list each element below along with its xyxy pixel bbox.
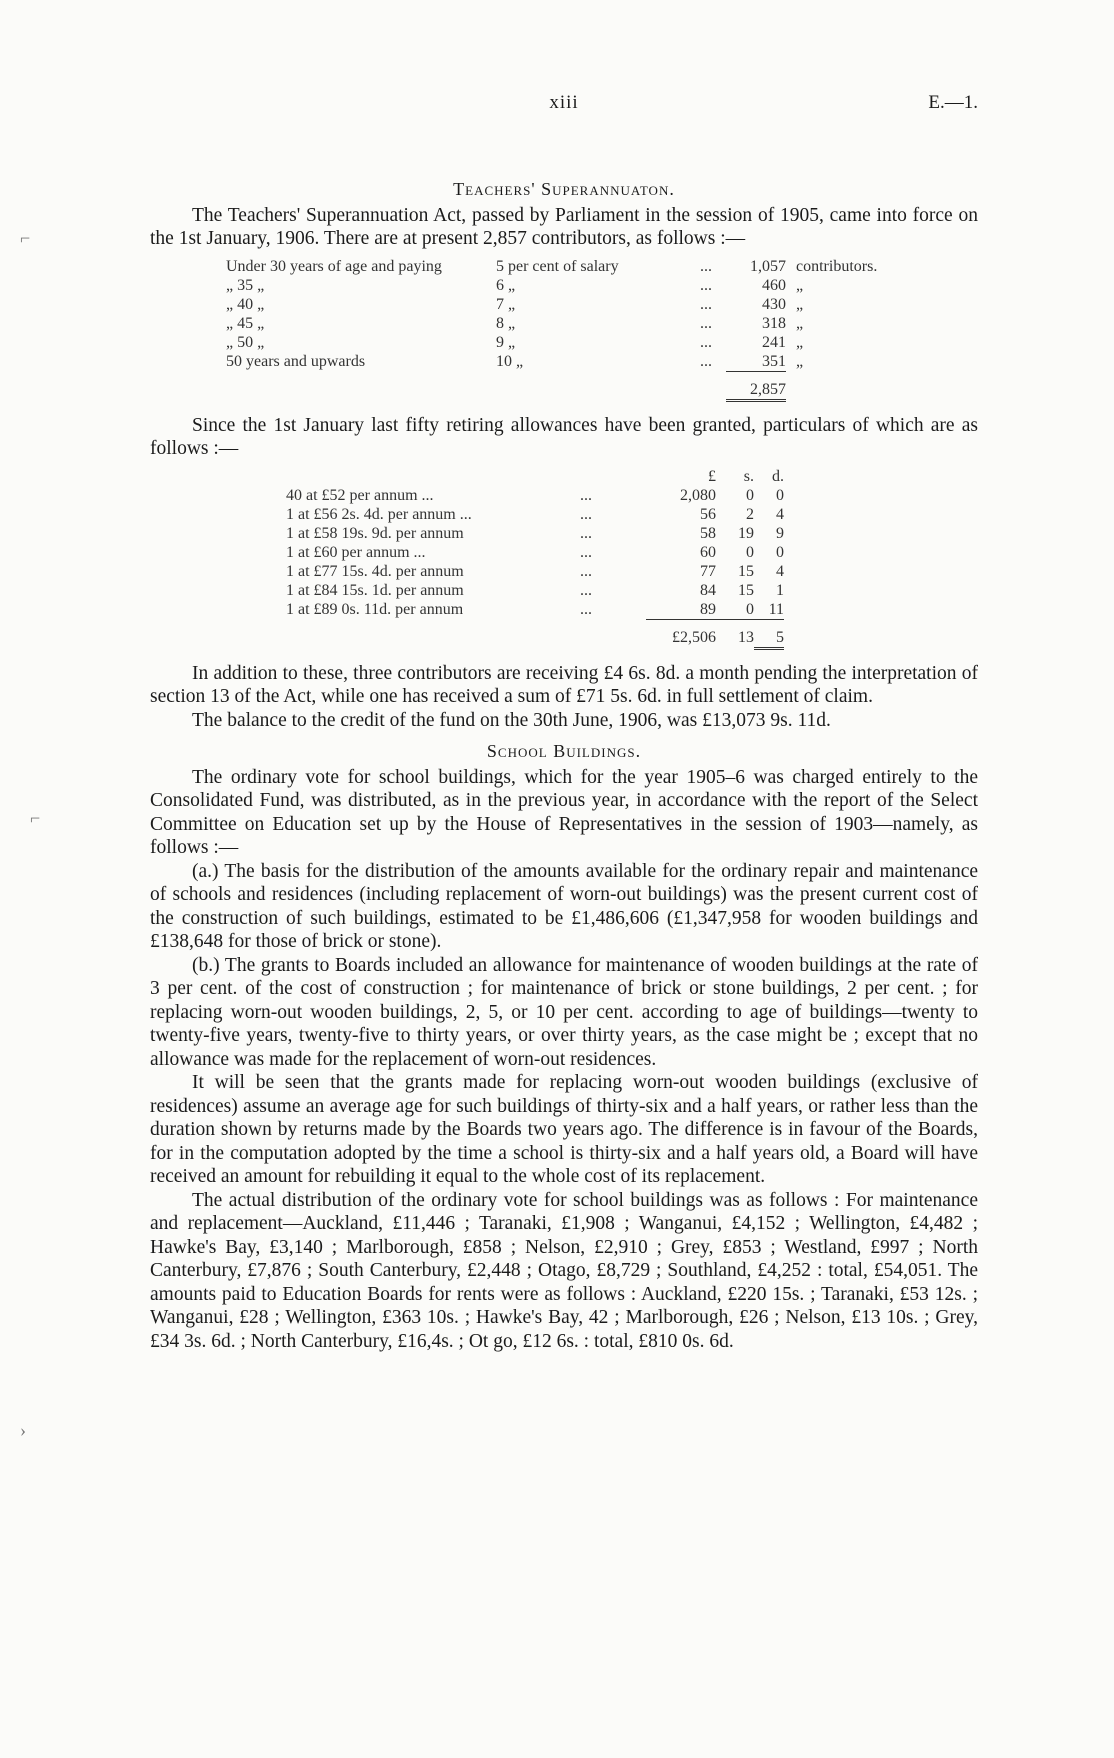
allowance-pounds: 2,080 bbox=[680, 486, 716, 504]
contributor-suffix: „ bbox=[796, 314, 804, 332]
contributor-percent: 8 „ bbox=[496, 314, 516, 332]
contributor-age: „ 50 „ bbox=[226, 333, 265, 351]
contributor-row bbox=[226, 314, 877, 333]
contributor-dots: ... bbox=[700, 352, 712, 370]
page-number: xiii bbox=[549, 92, 579, 113]
contributor-suffix: contributors. bbox=[796, 257, 878, 275]
allowance-row bbox=[286, 600, 784, 620]
allowance-dots: ... bbox=[580, 524, 592, 542]
document-reference: E.—1. bbox=[928, 92, 978, 113]
contributor-age: „ 40 „ bbox=[226, 295, 265, 313]
allowance-dots: ... bbox=[580, 486, 592, 504]
contributor-dots: ... bbox=[700, 314, 712, 332]
allowance-shillings: 0 bbox=[746, 543, 754, 561]
allowance-row bbox=[286, 505, 784, 524]
allowances-header-row bbox=[286, 467, 784, 486]
section-heading-buildings: School Buildings. bbox=[486, 741, 642, 761]
margin-mark: › bbox=[20, 1420, 26, 1440]
margin-mark: ⌐ bbox=[20, 228, 31, 248]
allowance-pence: 0 bbox=[776, 486, 784, 504]
allowance-description: 1 at £77 15s. 4d. per annum bbox=[286, 562, 464, 580]
allowance-pounds: 84 bbox=[700, 581, 716, 599]
allowances-total-row bbox=[286, 619, 784, 648]
allowance-shillings: 0 bbox=[746, 486, 754, 504]
allowance-dots: ... bbox=[580, 562, 592, 580]
contributor-age: „ 35 „ bbox=[226, 276, 265, 294]
allowances-table bbox=[286, 467, 784, 650]
contributor-row bbox=[226, 276, 877, 295]
allowance-description: 1 at £58 19s. 9d. per annum bbox=[286, 524, 464, 542]
allowance-description: 1 at £84 15s. 1d. per annum bbox=[286, 581, 464, 599]
superannuation-intro: The Teachers' Superannuation Act, passed by Parliament in the session of 1905, came into force on the 1st January, 1906. There are at present 2,857 contributors, as follows :— bbox=[150, 204, 978, 249]
allowance-dots: ... bbox=[580, 581, 592, 599]
allowance-dots: ... bbox=[580, 505, 592, 523]
contributor-age: 50 years and upwards bbox=[226, 352, 366, 370]
allowance-pounds: 56 bbox=[700, 505, 716, 523]
buildings-paragraph-5: The actual distribution of the ordinary vote for school buildings was as follows : For maintenance and replacement—Auckland, £11,446 ; Taranaki, £1,908 ; Wanganui, £4,152 ; Wellington, £4,482 ; Hawke's Bay, £3,140 ; Marlborough, £858 ; Nelson, £2,910 ; Grey, £853 ; Westland, £997 ; North Canterbury, £7,876 ; South Canterbury, £2,448 ; Otago, £8,729 ; Southland, £4,252 : total, £54,051. The amounts paid to Education Boards for rents were as follows : Auckland, £220 15s. ; Taranaki, £53 12s. ; Wanganui, £28 ; Wellington, £363 10s. ; Hawke's Bay, 42 ; Marlborough, £26 ; Nelson, £13 10s. ; Grey, £34 3s. 6d. ; North Canterbury, £16,4s. ; Ot go, £12 6s. : total, £810 0s. 6d. bbox=[150, 1189, 978, 1352]
contributor-suffix: „ bbox=[796, 276, 804, 294]
contributor-percent: 10 „ bbox=[496, 352, 524, 370]
contributor-suffix: „ bbox=[796, 295, 804, 313]
allowance-shillings: 0 bbox=[746, 600, 754, 618]
allowances-intro: Since the 1st January last fifty retiring allowances have been granted, particulars of which are as follows :— bbox=[150, 414, 978, 459]
allowance-row bbox=[286, 543, 784, 562]
buildings-paragraph-4: It will be seen that the grants made for replacing worn-out wooden buildings (exclusive of residences) assume an average age for such buildings of thirty-six and a half years, or rather less than the duration shown by returns made by the Boards two years ago. The difference is in favour of the Boards, for in the computation adopted by the time a school is thirty-six and a half years old, a Board will have received an amount for rebuilding it equal to the whole cost of its replacement. bbox=[150, 1072, 978, 1187]
contributor-percent: 6 „ bbox=[496, 276, 516, 294]
contributor-dots: ... bbox=[700, 276, 712, 294]
allowance-pounds: 60 bbox=[700, 543, 716, 561]
allowance-pence: 1 bbox=[776, 581, 784, 599]
buildings-paragraph-1: The ordinary vote for school buildings, which for the year 1905–6 was charged entirely to the Consolidated Fund, was distributed, as in the previous year, in accordance with the report of the Select Committee on Education set up by the House of Representatives in the session of 1903—namely, as follows :— bbox=[150, 766, 978, 858]
total-pounds: £2,506 bbox=[646, 619, 716, 648]
allowance-pounds: 89 bbox=[700, 600, 716, 618]
allowance-pounds: 77 bbox=[700, 562, 716, 580]
contributor-row bbox=[226, 295, 877, 314]
contributor-count: 351 bbox=[762, 352, 786, 370]
contributors-total: 2,857 bbox=[726, 371, 786, 400]
contributor-count: 430 bbox=[762, 295, 786, 313]
allowance-description: 1 at £89 0s. 11d. per annum bbox=[286, 600, 464, 618]
contributor-percent: 7 „ bbox=[496, 295, 516, 313]
contributor-count: 318 bbox=[762, 314, 786, 332]
section-heading-superannuation: Teachers' Superannuaton. bbox=[453, 179, 675, 199]
contributor-age: „ 45 „ bbox=[226, 314, 265, 332]
contributors-table bbox=[226, 257, 877, 402]
contributors-total-row bbox=[226, 371, 877, 400]
allowance-pence: 11 bbox=[768, 600, 784, 618]
total-shillings: 13 bbox=[716, 619, 754, 648]
total-pence: 5 bbox=[754, 619, 784, 648]
allowance-shillings: 19 bbox=[738, 524, 754, 542]
page-body bbox=[150, 178, 978, 1353]
allowance-shillings: 15 bbox=[738, 581, 754, 599]
allowance-row bbox=[286, 562, 784, 581]
contributor-dots: ... bbox=[700, 257, 712, 275]
header-pounds: £ bbox=[708, 467, 716, 485]
allowance-row bbox=[286, 581, 784, 600]
contributor-percent: 5 per cent of salary bbox=[496, 257, 619, 275]
contributor-count: 1,057 bbox=[750, 257, 786, 275]
allowance-pence: 4 bbox=[776, 562, 784, 580]
contributor-age: Under 30 years of age and paying bbox=[226, 257, 442, 275]
allowance-description: 1 at £60 per annum ... bbox=[286, 543, 426, 561]
allowance-pence: 0 bbox=[776, 543, 784, 561]
allowance-description: 40 at £52 per annum ... bbox=[286, 486, 434, 504]
allowance-pounds: 58 bbox=[700, 524, 716, 542]
allowance-dots: ... bbox=[580, 543, 592, 561]
allowance-description: 1 at £56 2s. 4d. per annum ... bbox=[286, 505, 472, 523]
contributor-dots: ... bbox=[700, 333, 712, 351]
balance-paragraph: The balance to the credit of the fund on the 30th June, 1906, was £13,073 9s. 11d. bbox=[192, 709, 831, 731]
header-pence: d. bbox=[772, 467, 784, 485]
allowance-row bbox=[286, 486, 784, 505]
contributor-count: 241 bbox=[762, 333, 786, 351]
allowance-pence: 4 bbox=[776, 505, 784, 523]
allowance-shillings: 2 bbox=[746, 505, 754, 523]
contributor-percent: 9 „ bbox=[496, 333, 516, 351]
contributor-count: 460 bbox=[762, 276, 786, 294]
addition-paragraph: In addition to these, three contributors are receiving £4 6s. 8d. a month pending the interpretation of section 13 of the Act, while one has received a sum of £71 5s. 6d. in full settlement of claim. bbox=[150, 662, 978, 707]
page-header bbox=[150, 92, 978, 116]
allowance-shillings: 15 bbox=[738, 562, 754, 580]
allowance-pence: 9 bbox=[776, 524, 784, 542]
contributor-suffix: „ bbox=[796, 333, 804, 351]
contributor-suffix: „ bbox=[796, 352, 804, 370]
buildings-paragraph-b: (b.) The grants to Boards included an allowance for maintenance of wooden buildings at the rate of 3 per cent. of the cost of construction ; for maintenance of brick or stone buildings, 2 per cent. ; for replacing worn-out wooden buildings, 2, 5, or 10 per cent. according to age of buildings—twenty to twenty-five years, twenty-five to thirty years, or over thirty years, as the case might be ; except that no allowance was made for the replacement of worn-out residences. bbox=[150, 954, 978, 1070]
allowance-row bbox=[286, 524, 784, 543]
allowance-dots: ... bbox=[580, 600, 592, 618]
margin-mark: ⌐ bbox=[30, 808, 41, 828]
contributor-row bbox=[226, 352, 877, 372]
buildings-paragraph-a: (a.) The basis for the distribution of the amounts available for the ordinary repair and maintenance of schools and residences (including replacement of worn-out buildings) was the present current cost of the construction of such buildings, estimated to be £1,486,606 (£1,347,958 for wooden buildings and £138,648 for those of brick or stone). bbox=[150, 860, 978, 952]
header-shillings: s. bbox=[743, 467, 754, 485]
contributor-row bbox=[226, 333, 877, 352]
contributor-dots: ... bbox=[700, 295, 712, 313]
contributor-row bbox=[226, 257, 877, 276]
